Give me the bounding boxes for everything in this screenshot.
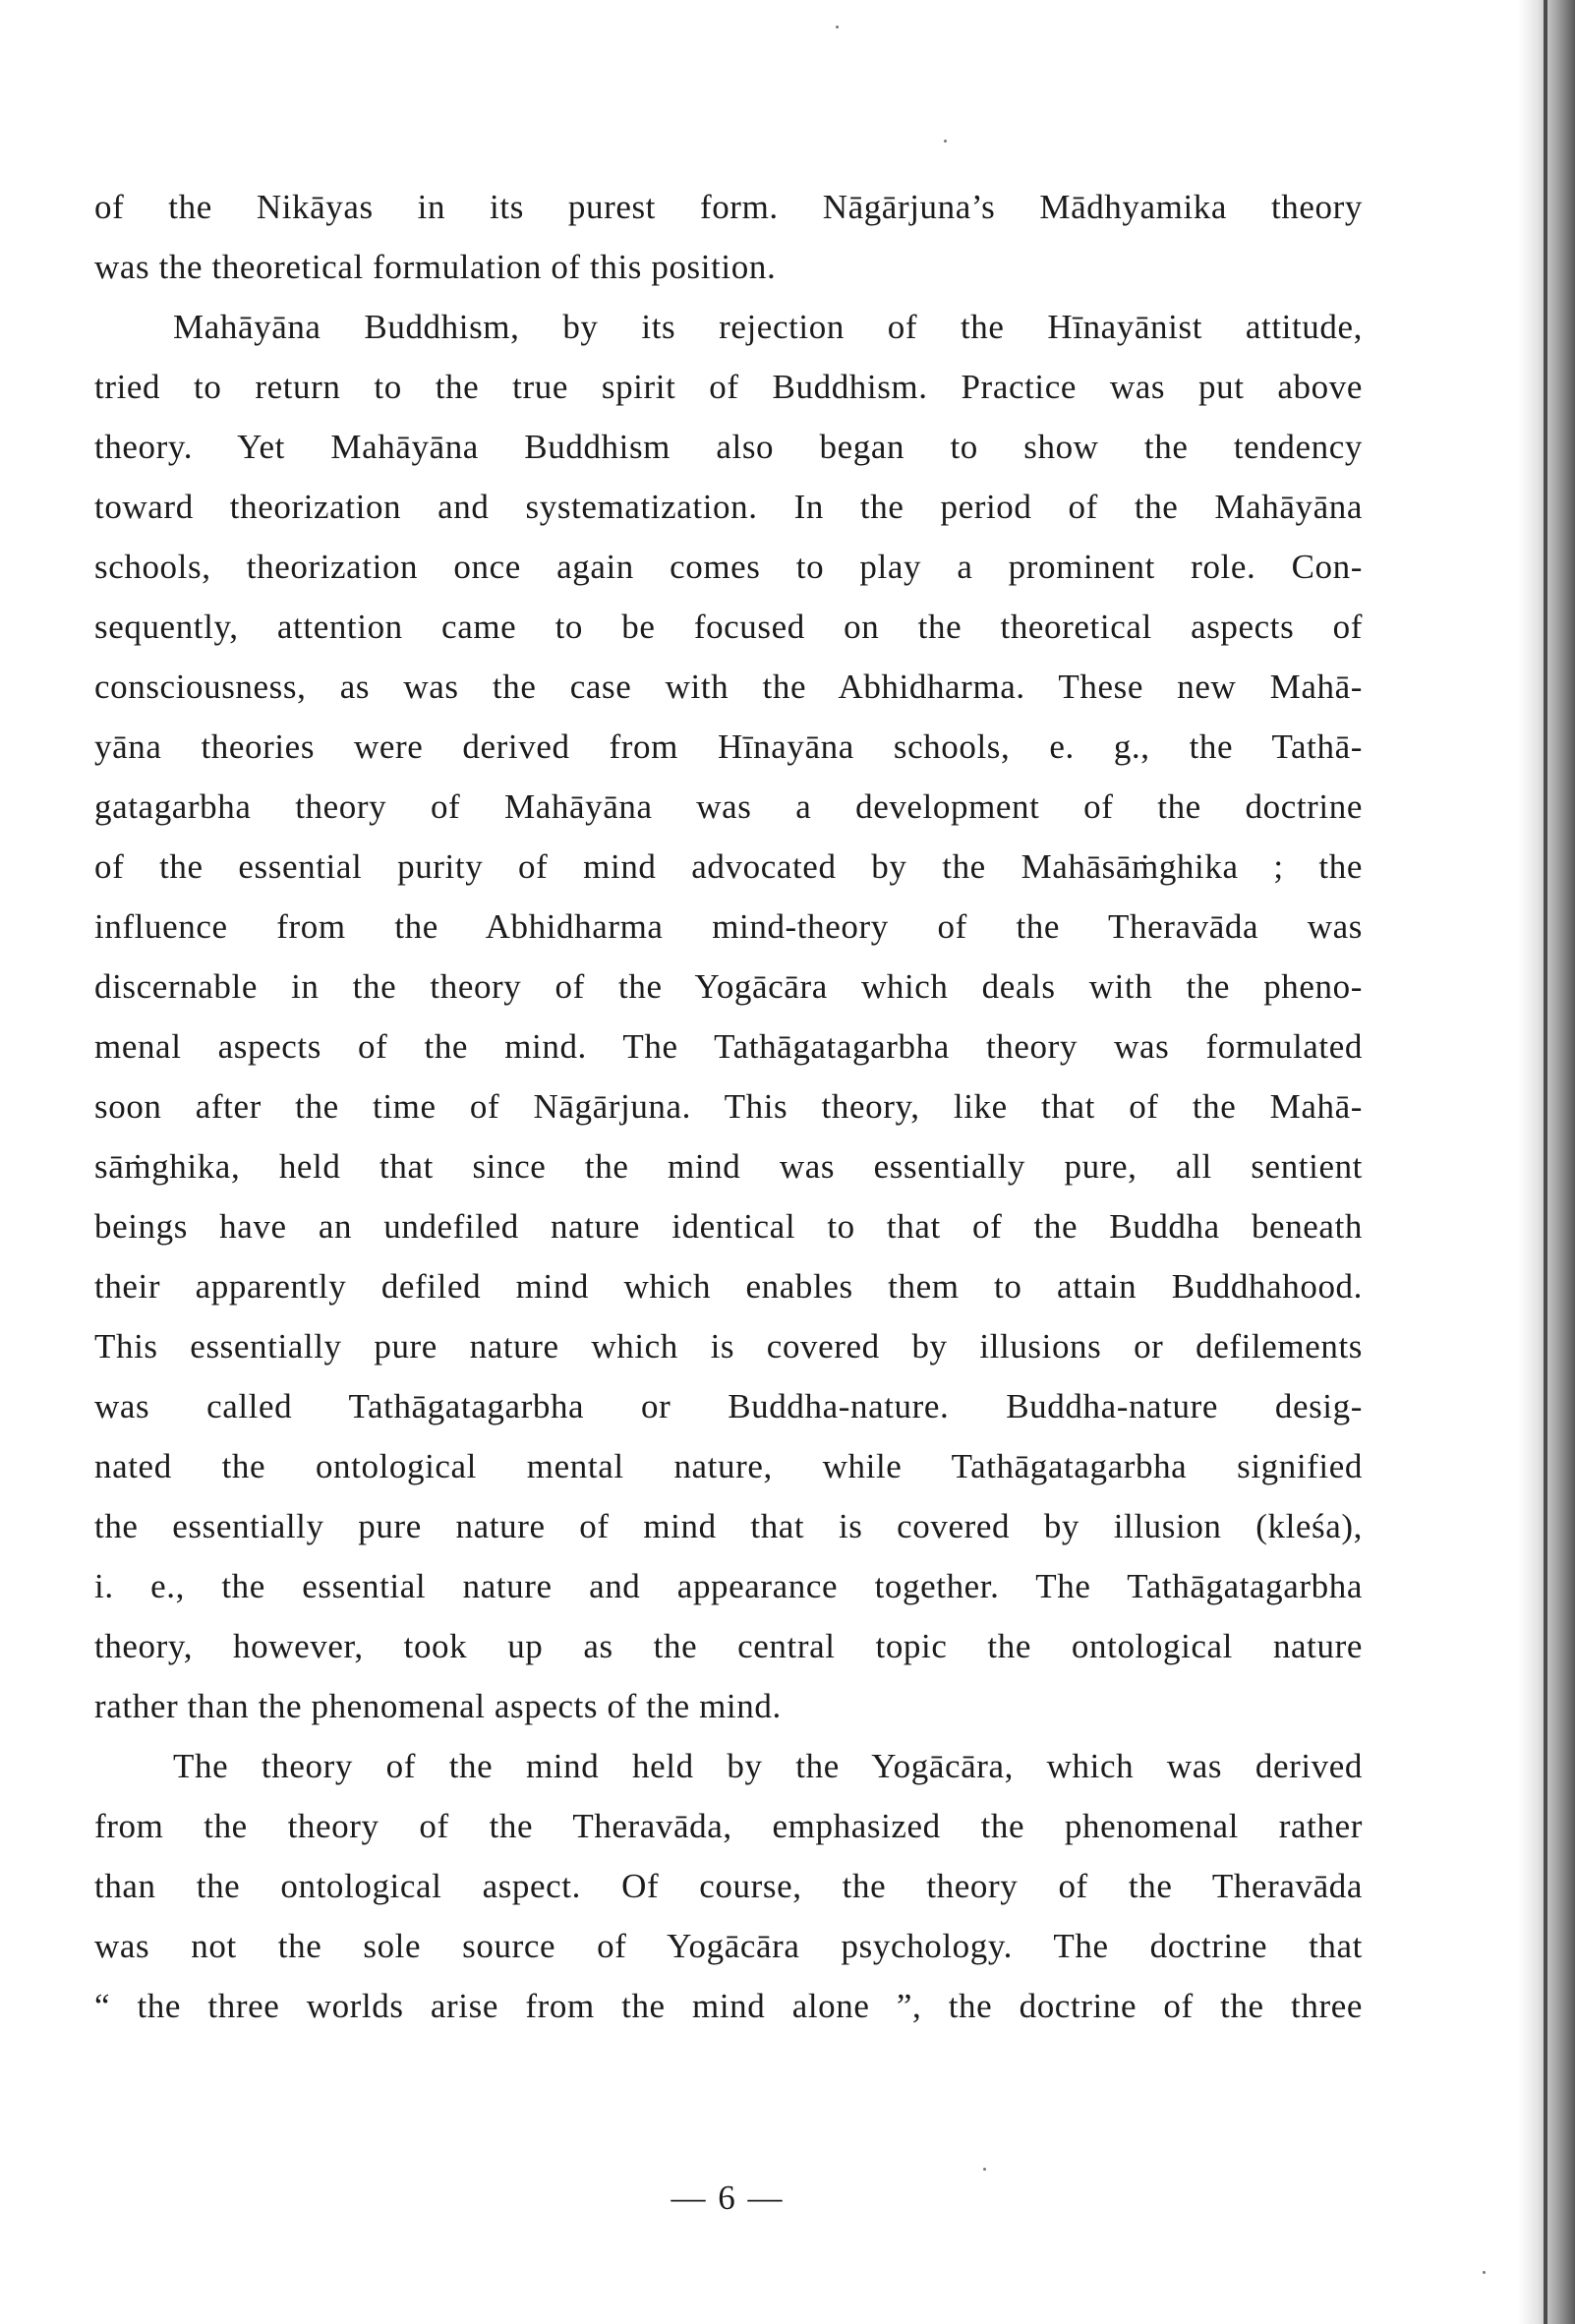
- text-line: schools, theorization once again comes to play a prominent role. Con-: [94, 548, 1363, 586]
- body-text: [94, 177, 1363, 2036]
- text-line: was called Tathāgatagarbha or Buddha-nature. Buddha-nature desig-: [94, 1387, 1363, 1425]
- text-line: i. e., the essential nature and appearance together. The Tathāgatagarbha: [94, 1567, 1363, 1605]
- text-line: toward theorization and systematization. In the period of the Mahāyāna: [94, 488, 1363, 526]
- text-line: beings have an undefiled nature identical to that of the Buddha beneath: [94, 1207, 1363, 1246]
- text-line: was the theoretical formulation of this position.: [94, 248, 777, 286]
- scan-speck: [983, 2168, 986, 2171]
- text-line: Mahāyāna Buddhism, by its rejection of the Hīnayānist attitude,: [173, 308, 1363, 346]
- text-line: from the theory of the Theravāda, emphasized the phenomenal rather: [94, 1807, 1363, 1845]
- scan-speck: [944, 140, 947, 143]
- text-line: sāṁghika, held that since the mind was essentially pure, all sentient: [94, 1147, 1363, 1186]
- text-line: theory. Yet Mahāyāna Buddhism also began to show the tendency: [94, 428, 1363, 466]
- text-line: yāna theories were derived from Hīnayāna schools, e. g., the Tathā-: [94, 727, 1363, 766]
- text-line: of the essential purity of mind advocated by the Mahāsāṁghika ; the: [94, 847, 1363, 886]
- text-line: menal aspects of the mind. The Tathāgatagarbha theory was formulated: [94, 1027, 1363, 1066]
- text-line: influence from the Abhidharma mind-theory of the Theravāda was: [94, 907, 1363, 946]
- scan-speck: [1483, 2271, 1486, 2274]
- page-number: — 6 —: [671, 2179, 785, 2217]
- text-line: discernable in the theory of the Yogācāra which deals with the pheno-: [94, 967, 1363, 1006]
- scan-speck: [836, 26, 839, 29]
- text-line: soon after the time of Nāgārjuna. This theory, like that of the Mahā-: [94, 1087, 1363, 1126]
- text-line: of the Nikāyas in its purest form. Nāgārjuna’s Mādhyamika theory: [94, 188, 1363, 226]
- text-line: sequently, attention came to be focused on the theoretical aspects of: [94, 608, 1363, 646]
- text-line: theory, however, took up as the central topic the ontological nature: [94, 1627, 1363, 1665]
- text-line: This essentially pure nature which is covered by illusions or defilements: [94, 1327, 1363, 1365]
- text-line: gatagarbha theory of Mahāyāna was a development of the doctrine: [94, 787, 1363, 826]
- binding-edge-line: [1544, 0, 1547, 2324]
- text-line: The theory of the mind held by the Yogācāra, which was derived: [173, 1747, 1363, 1785]
- text-line: “ the three worlds arise from the mind alone ”, the doctrine of the three: [94, 1987, 1363, 2025]
- text-line: tried to return to the true spirit of Buddhism. Practice was put above: [94, 368, 1363, 406]
- text-line: nated the ontological mental nature, while Tathāgatagarbha signified: [94, 1447, 1363, 1485]
- text-line: consciousness, as was the case with the Abhidharma. These new Mahā-: [94, 668, 1363, 706]
- text-line: rather than the phenomenal aspects of the mind.: [94, 1687, 782, 1725]
- text-line: the essentially pure nature of mind that is covered by illusion (kleśa),: [94, 1507, 1363, 1545]
- text-line: than the ontological aspect. Of course, the theory of the Theravāda: [94, 1867, 1363, 1905]
- text-line: was not the sole source of Yogācāra psychology. The doctrine that: [94, 1927, 1363, 1965]
- text-line: their apparently defiled mind which enables them to attain Buddhahood.: [94, 1267, 1363, 1306]
